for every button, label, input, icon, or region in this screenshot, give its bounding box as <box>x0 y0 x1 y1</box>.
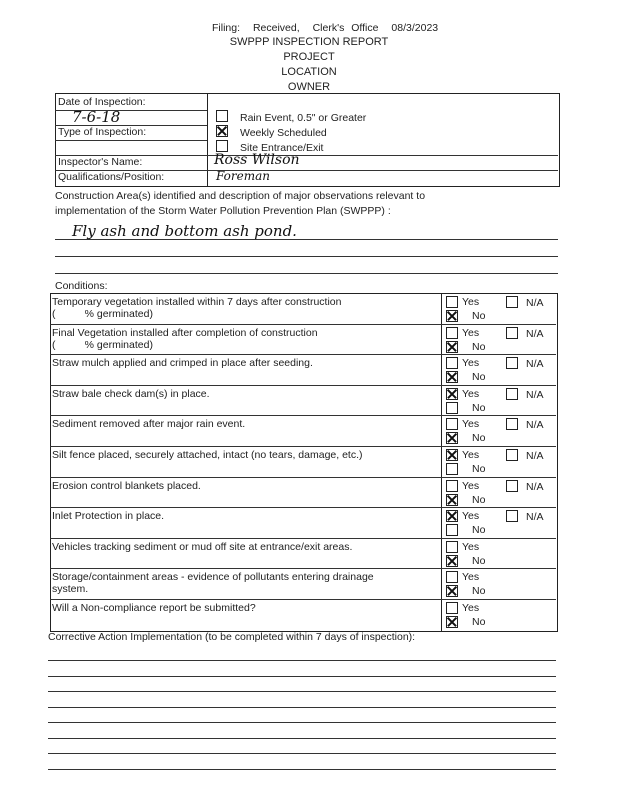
condition-text: Temporary vegetation installed within 7 days after construction <box>52 296 342 308</box>
no-checkbox[interactable] <box>446 585 458 597</box>
no-label: No <box>472 554 486 567</box>
rain-event-checkbox[interactable] <box>216 110 228 122</box>
condition-text: Straw mulch applied and crimped in place after seeding. <box>52 357 313 370</box>
yes-checkbox[interactable] <box>446 510 458 522</box>
yes-checkbox[interactable] <box>446 357 458 369</box>
yes-label: Yes <box>462 296 480 308</box>
na-label: N/A <box>526 327 544 340</box>
clerk-label: Clerk's <box>312 22 345 34</box>
na-checkbox[interactable] <box>506 510 518 522</box>
conditions-label: Conditions: <box>55 280 108 292</box>
corrective-action-line[interactable] <box>48 753 556 754</box>
condition-row <box>50 354 556 385</box>
na-label: N/A <box>526 511 544 524</box>
inspector-label: Inspector's Name: <box>58 156 143 168</box>
weekly-scheduled-label: Weekly Scheduled <box>240 127 327 139</box>
construction-notes[interactable]: Fly ash and bottom ash pond. <box>72 222 297 240</box>
no-label: No <box>472 432 486 445</box>
no-label: No <box>472 585 486 598</box>
no-label: No <box>472 493 486 506</box>
site-entrance-label: Site Entrance/Exit <box>240 142 324 154</box>
condition-text: Erosion control blankets placed. <box>52 479 201 492</box>
rain-event-label: Rain Event, 0.5" or Greater <box>240 112 367 124</box>
yes-label: Yes <box>462 326 480 339</box>
corrective-action-label: Corrective Action Implementation (to be completed within 7 days of inspection): <box>48 631 416 643</box>
yes-label: Yes <box>462 571 480 584</box>
na-checkbox[interactable] <box>506 449 518 461</box>
no-label: No <box>472 401 486 414</box>
yes-checkbox[interactable] <box>446 602 458 614</box>
corrective-action-line[interactable] <box>48 691 556 692</box>
project-label: PROJECT <box>283 51 335 63</box>
yes-label: Yes <box>462 449 480 461</box>
yes-checkbox[interactable] <box>446 296 458 308</box>
condition-text: Will a Non-compliance report be submitted? <box>52 602 256 614</box>
filing-date: 08/3/2023 <box>391 22 439 34</box>
condition-text: Vehicles tracking sediment or mud off site at entrance/exit areas. <box>52 540 353 553</box>
na-label: N/A <box>526 388 544 401</box>
owner-label: OWNER <box>287 81 331 93</box>
yes-label: Yes <box>462 510 480 523</box>
na-label: N/A <box>526 297 544 309</box>
corrective-action-line[interactable] <box>48 707 556 708</box>
filing-stamp <box>212 22 472 34</box>
site-entrance-checkbox[interactable] <box>216 140 228 152</box>
yes-checkbox[interactable] <box>446 388 458 400</box>
condition-row <box>50 385 556 416</box>
yes-label: Yes <box>462 357 480 370</box>
corrective-action-line[interactable] <box>48 738 556 739</box>
yes-checkbox[interactable] <box>446 480 458 492</box>
na-label: N/A <box>526 419 544 432</box>
construction-label-1: Construction Area(s) identified and description of major observations relevant to <box>55 190 426 202</box>
condition-text: Storage/containment areas - evidence of pollutants entering drainage <box>52 571 374 584</box>
na-checkbox[interactable] <box>506 296 518 308</box>
na-checkbox[interactable] <box>506 327 518 339</box>
corrective-action-line[interactable] <box>48 769 556 770</box>
date-label: Date of Inspection: <box>58 96 146 108</box>
condition-row <box>50 538 556 569</box>
no-label: No <box>472 310 486 322</box>
condition-subtext: ( % germinated) <box>52 338 153 351</box>
condition-subtext: ( % germinated) <box>52 308 153 320</box>
yes-checkbox[interactable] <box>446 449 458 461</box>
construction-label-2: implementation of the Storm Water Pollution Prevention Plan (SWPPP) : <box>55 205 391 217</box>
condition-row <box>50 293 556 324</box>
condition-text: Silt fence placed, securely attached, intact (no tears, damage, etc.) <box>52 449 363 461</box>
no-label: No <box>472 371 486 384</box>
weekly-scheduled-checkbox[interactable] <box>216 125 228 137</box>
condition-row <box>50 477 556 508</box>
info-divider <box>207 93 208 186</box>
no-checkbox[interactable] <box>446 555 458 567</box>
condition-text: Straw bale check dam(s) in place. <box>52 387 210 400</box>
corrective-action-line[interactable] <box>48 722 556 723</box>
na-label: N/A <box>526 358 544 371</box>
yes-label: Yes <box>462 540 480 553</box>
qualifications-value[interactable]: Foreman <box>216 169 270 183</box>
no-label: No <box>472 524 486 537</box>
yes-checkbox[interactable] <box>446 541 458 553</box>
na-checkbox[interactable] <box>506 418 518 430</box>
condition-subtext: system. <box>52 583 89 596</box>
yes-label: Yes <box>462 479 480 492</box>
no-checkbox[interactable] <box>446 463 458 475</box>
na-checkbox[interactable] <box>506 388 518 400</box>
condition-text: Inlet Protection in place. <box>52 510 165 523</box>
no-label: No <box>472 340 486 353</box>
na-label: N/A <box>526 480 544 493</box>
condition-row <box>50 599 556 630</box>
no-checkbox[interactable] <box>446 432 458 444</box>
condition-row <box>50 415 556 446</box>
inspector-value[interactable]: Ross Wilson <box>214 152 300 168</box>
no-checkbox[interactable] <box>446 402 458 414</box>
location-label: LOCATION <box>281 66 337 78</box>
corrective-action-line[interactable] <box>48 676 556 677</box>
condition-row <box>50 446 556 477</box>
type-label: Type of Inspection: <box>58 126 147 138</box>
yes-label: Yes <box>462 602 480 614</box>
na-label: N/A <box>526 450 544 462</box>
condition-text: Final Vegetation installed after completion of construction <box>52 326 318 339</box>
na-checkbox[interactable] <box>506 480 518 492</box>
yes-checkbox[interactable] <box>446 571 458 583</box>
yes-checkbox[interactable] <box>446 418 458 430</box>
no-checkbox[interactable] <box>446 616 458 628</box>
no-label: No <box>472 616 486 628</box>
condition-row <box>50 507 556 538</box>
no-checkbox[interactable] <box>446 371 458 383</box>
no-checkbox[interactable] <box>446 341 458 353</box>
yes-label: Yes <box>462 418 480 431</box>
na-checkbox[interactable] <box>506 357 518 369</box>
condition-row <box>50 568 556 599</box>
condition-row <box>50 324 556 355</box>
yes-checkbox[interactable] <box>446 327 458 339</box>
date-value[interactable]: 7-6-18 <box>72 108 121 126</box>
no-checkbox[interactable] <box>446 494 458 506</box>
no-label: No <box>472 463 486 475</box>
office-label: Office <box>351 22 379 34</box>
filing-label: Filing: <box>212 22 241 34</box>
yes-label: Yes <box>462 387 480 400</box>
condition-text: Sediment removed after major rain event. <box>52 418 246 431</box>
received-label: Received, <box>252 22 300 34</box>
no-checkbox[interactable] <box>446 310 458 322</box>
no-checkbox[interactable] <box>446 524 458 536</box>
report-title: SWPPP INSPECTION REPORT <box>229 36 389 48</box>
qualifications-label: Qualifications/Position: <box>58 171 165 183</box>
corrective-action-line[interactable] <box>48 660 556 661</box>
